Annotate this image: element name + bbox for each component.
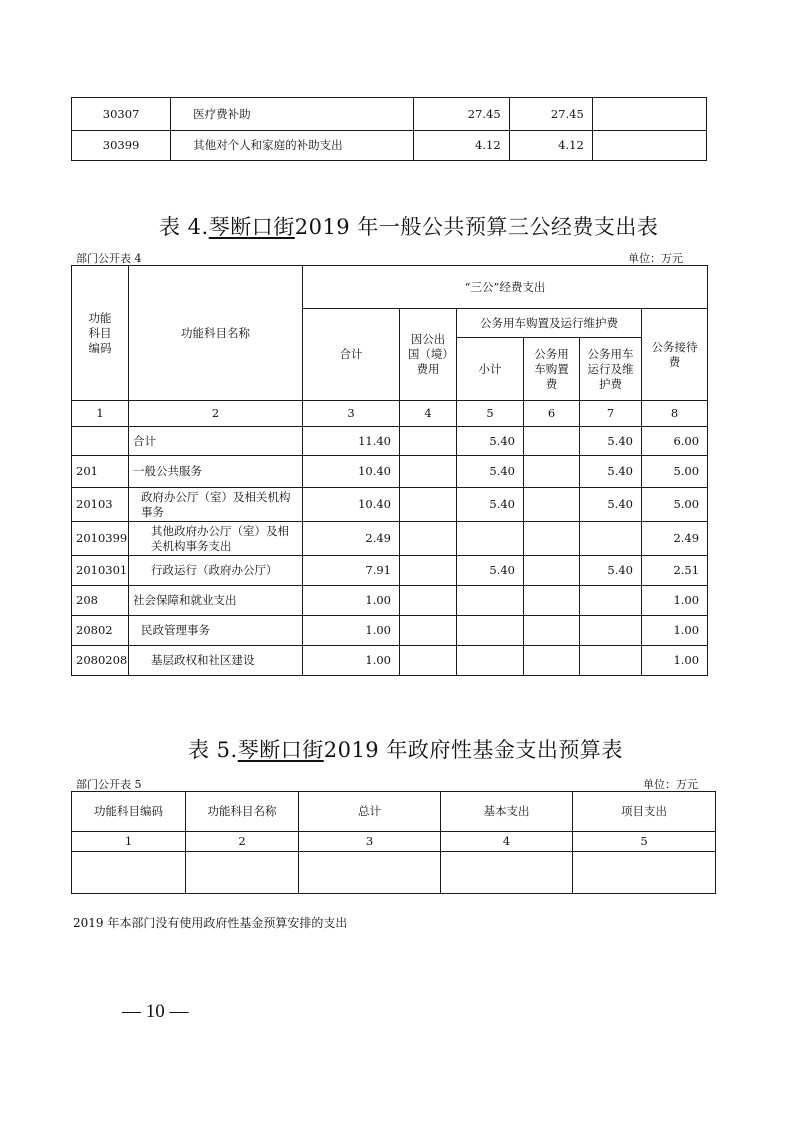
- table4-title: [159, 211, 658, 241]
- t4-r3-abroad: [400, 522, 457, 556]
- top-row1-v2: 27.45: [509, 98, 592, 131]
- t5-header-total: 总计: [299, 792, 441, 832]
- table5-label-left: 部门公开表 5: [76, 778, 142, 791]
- table4-title-suffix: 2019 年一般公共预算三公经费支出表: [294, 215, 659, 239]
- table5-title: [188, 734, 623, 764]
- t4-r2-subtotal: 5.40: [457, 488, 524, 522]
- t4-r5-reception: 1.00: [642, 586, 708, 616]
- t4-r5-total: 1.00: [303, 586, 400, 616]
- t4-r1-car-buy: [524, 456, 580, 488]
- t4-r4-code: 2010301: [72, 556, 129, 586]
- page-number: — 10 —: [122, 1001, 189, 1022]
- t4-header-subtotal: 小计: [457, 338, 524, 401]
- t4-r4-reception: 2.51: [642, 556, 708, 586]
- t5-index-4: 4: [441, 832, 573, 852]
- top-row1-name: 医疗费补助: [171, 98, 413, 131]
- t4-header-car-group: 公务用车购置及运行维护费: [457, 309, 642, 338]
- table5-title-prefix: 表 5.: [188, 738, 238, 762]
- t5-index-3: 3: [299, 832, 441, 852]
- t4-header-car-run: 公务用车运行及维护费: [580, 338, 642, 401]
- table-row: [72, 522, 708, 556]
- t5-empty-cell: [72, 852, 186, 894]
- table4-title-org: 琴断口街: [208, 215, 295, 239]
- t4-r4-car-run: 5.40: [580, 556, 642, 586]
- t4-r4-abroad: [400, 556, 457, 586]
- top-row2-name: 其他对个人和家庭的补助支出: [171, 131, 413, 161]
- top-row1-v3: [592, 98, 706, 131]
- t4-r1-car-run: 5.40: [580, 456, 642, 488]
- t4-r7-car-run: [580, 646, 642, 676]
- t4-r4-name: 行政运行（政府办公厅）: [129, 556, 303, 586]
- t4-r0-code: [72, 427, 129, 456]
- t4-index-7: 7: [580, 401, 642, 427]
- t4-r0-abroad: [400, 427, 457, 456]
- t5-index-1: 1: [72, 832, 186, 852]
- top-row2-v1: 4.12: [413, 131, 509, 161]
- t4-header-car-buy: 公务用车购置费: [524, 338, 580, 401]
- table4: [71, 265, 708, 676]
- t4-r6-car-run: [580, 616, 642, 646]
- t5-empty-cell: [441, 852, 573, 894]
- t4-header-total: 合计: [303, 309, 400, 401]
- t5-empty-cell: [299, 852, 441, 894]
- t4-r6-abroad: [400, 616, 457, 646]
- t5-header-row: [72, 792, 716, 832]
- t5-header-basic: 基本支出: [441, 792, 573, 832]
- t4-r6-reception: 1.00: [642, 616, 708, 646]
- t4-r5-name: 社会保障和就业支出: [129, 586, 303, 616]
- table-row: [72, 427, 708, 456]
- table-row: [72, 131, 707, 161]
- t4-r5-code: 208: [72, 586, 129, 616]
- table4-label-right: 单位：万元: [628, 252, 683, 265]
- t4-r0-car-buy: [524, 427, 580, 456]
- t4-r4-subtotal: 5.40: [457, 556, 524, 586]
- t4-r6-code: 20802: [72, 616, 129, 646]
- top-row1-v1: 27.45: [413, 98, 509, 131]
- t4-header-code: 功能科目编码: [72, 266, 129, 401]
- table-row: [72, 456, 708, 488]
- t5-empty-cell: [573, 852, 716, 894]
- table-row: [72, 646, 708, 676]
- t4-r0-name: 合计: [129, 427, 303, 456]
- t4-r5-car-buy: [524, 586, 580, 616]
- t4-r6-subtotal: [457, 616, 524, 646]
- t4-index-1: 1: [72, 401, 129, 427]
- top-row2-v3: [592, 131, 706, 161]
- t5-empty-cell: [186, 852, 299, 894]
- t4-r3-subtotal: [457, 522, 524, 556]
- t4-r6-car-buy: [524, 616, 580, 646]
- t5-index-2: 2: [186, 832, 299, 852]
- table5-label-right: 单位：万元: [643, 778, 698, 791]
- table-row: [72, 586, 708, 616]
- t4-r5-car-run: [580, 586, 642, 616]
- t4-r7-car-buy: [524, 646, 580, 676]
- t5-header-project: 项目支出: [573, 792, 716, 832]
- t4-index-4: 4: [400, 401, 457, 427]
- t4-r1-total: 10.40: [303, 456, 400, 488]
- t5-header-name: 功能科目名称: [186, 792, 299, 832]
- top-table: [71, 97, 707, 161]
- table-row: [72, 488, 708, 522]
- t4-r0-total: 11.40: [303, 427, 400, 456]
- table5-title-org: 琴断口街: [237, 738, 324, 762]
- t4-r1-code: 201: [72, 456, 129, 488]
- t4-r5-subtotal: [457, 586, 524, 616]
- t5-header-code: 功能科目编码: [72, 792, 186, 832]
- t4-header-name: 功能科目名称: [129, 266, 303, 401]
- top-row1-code: 30307: [72, 98, 171, 131]
- t4-r2-total: 10.40: [303, 488, 400, 522]
- t4-r6-total: 1.00: [303, 616, 400, 646]
- t4-header-reception: 公务接待费: [642, 309, 708, 401]
- top-row2-v2: 4.12: [509, 131, 592, 161]
- table4-label-left: 部门公开表 4: [76, 252, 142, 265]
- t4-r1-subtotal: 5.40: [457, 456, 524, 488]
- table5-title-suffix: 2019 年政府性基金支出预算表: [323, 738, 623, 762]
- table-row: [72, 556, 708, 586]
- t4-index-8: 8: [642, 401, 708, 427]
- t4-r3-code: 2010399: [72, 522, 129, 556]
- t4-index-2: 2: [129, 401, 303, 427]
- t4-r3-total: 2.49: [303, 522, 400, 556]
- table-row: [72, 852, 716, 894]
- table-row: [72, 616, 708, 646]
- t5-index-5: 5: [573, 832, 716, 852]
- t4-header-abroad: 因公出国（境）费用: [400, 309, 457, 401]
- t4-r1-abroad: [400, 456, 457, 488]
- t4-header-group: “三公”经费支出: [303, 266, 708, 309]
- t4-r7-total: 1.00: [303, 646, 400, 676]
- t4-r2-name: 政府办公厅（室）及相关机构事务: [129, 488, 303, 522]
- t4-r3-car-buy: [524, 522, 580, 556]
- t4-index-row: [72, 401, 708, 427]
- t4-r7-reception: 1.00: [642, 646, 708, 676]
- t4-r3-car-run: [580, 522, 642, 556]
- t4-r3-reception: 2.49: [642, 522, 708, 556]
- t4-r2-code: 20103: [72, 488, 129, 522]
- table5-note: 2019 年本部门没有使用政府性基金预算安排的支出: [73, 916, 348, 930]
- t4-r2-car-buy: [524, 488, 580, 522]
- t4-index-6: 6: [524, 401, 580, 427]
- t4-r3-name: 其他政府办公厅（室）及相关机构事务支出: [129, 522, 303, 556]
- t4-r4-car-buy: [524, 556, 580, 586]
- t4-index-3: 3: [303, 401, 400, 427]
- t4-r7-name: 基层政权和社区建设: [129, 646, 303, 676]
- t4-index-5: 5: [457, 401, 524, 427]
- t4-r7-code: 2080208: [72, 646, 129, 676]
- top-row2-code: 30399: [72, 131, 171, 161]
- t4-r2-abroad: [400, 488, 457, 522]
- t4-r1-name: 一般公共服务: [129, 456, 303, 488]
- t4-r6-name: 民政管理事务: [129, 616, 303, 646]
- t4-r1-reception: 5.00: [642, 456, 708, 488]
- table-row: [72, 98, 707, 131]
- t4-r7-subtotal: [457, 646, 524, 676]
- t5-index-row: [72, 832, 716, 852]
- t4-r0-reception: 6.00: [642, 427, 708, 456]
- t4-r2-reception: 5.00: [642, 488, 708, 522]
- t4-r0-subtotal: 5.40: [457, 427, 524, 456]
- t4-r5-abroad: [400, 586, 457, 616]
- table5: [71, 791, 716, 894]
- table4-title-prefix: 表 4.: [159, 215, 209, 239]
- t4-r0-car-run: 5.40: [580, 427, 642, 456]
- t4-r4-total: 7.91: [303, 556, 400, 586]
- t4-r2-car-run: 5.40: [580, 488, 642, 522]
- t4-r7-abroad: [400, 646, 457, 676]
